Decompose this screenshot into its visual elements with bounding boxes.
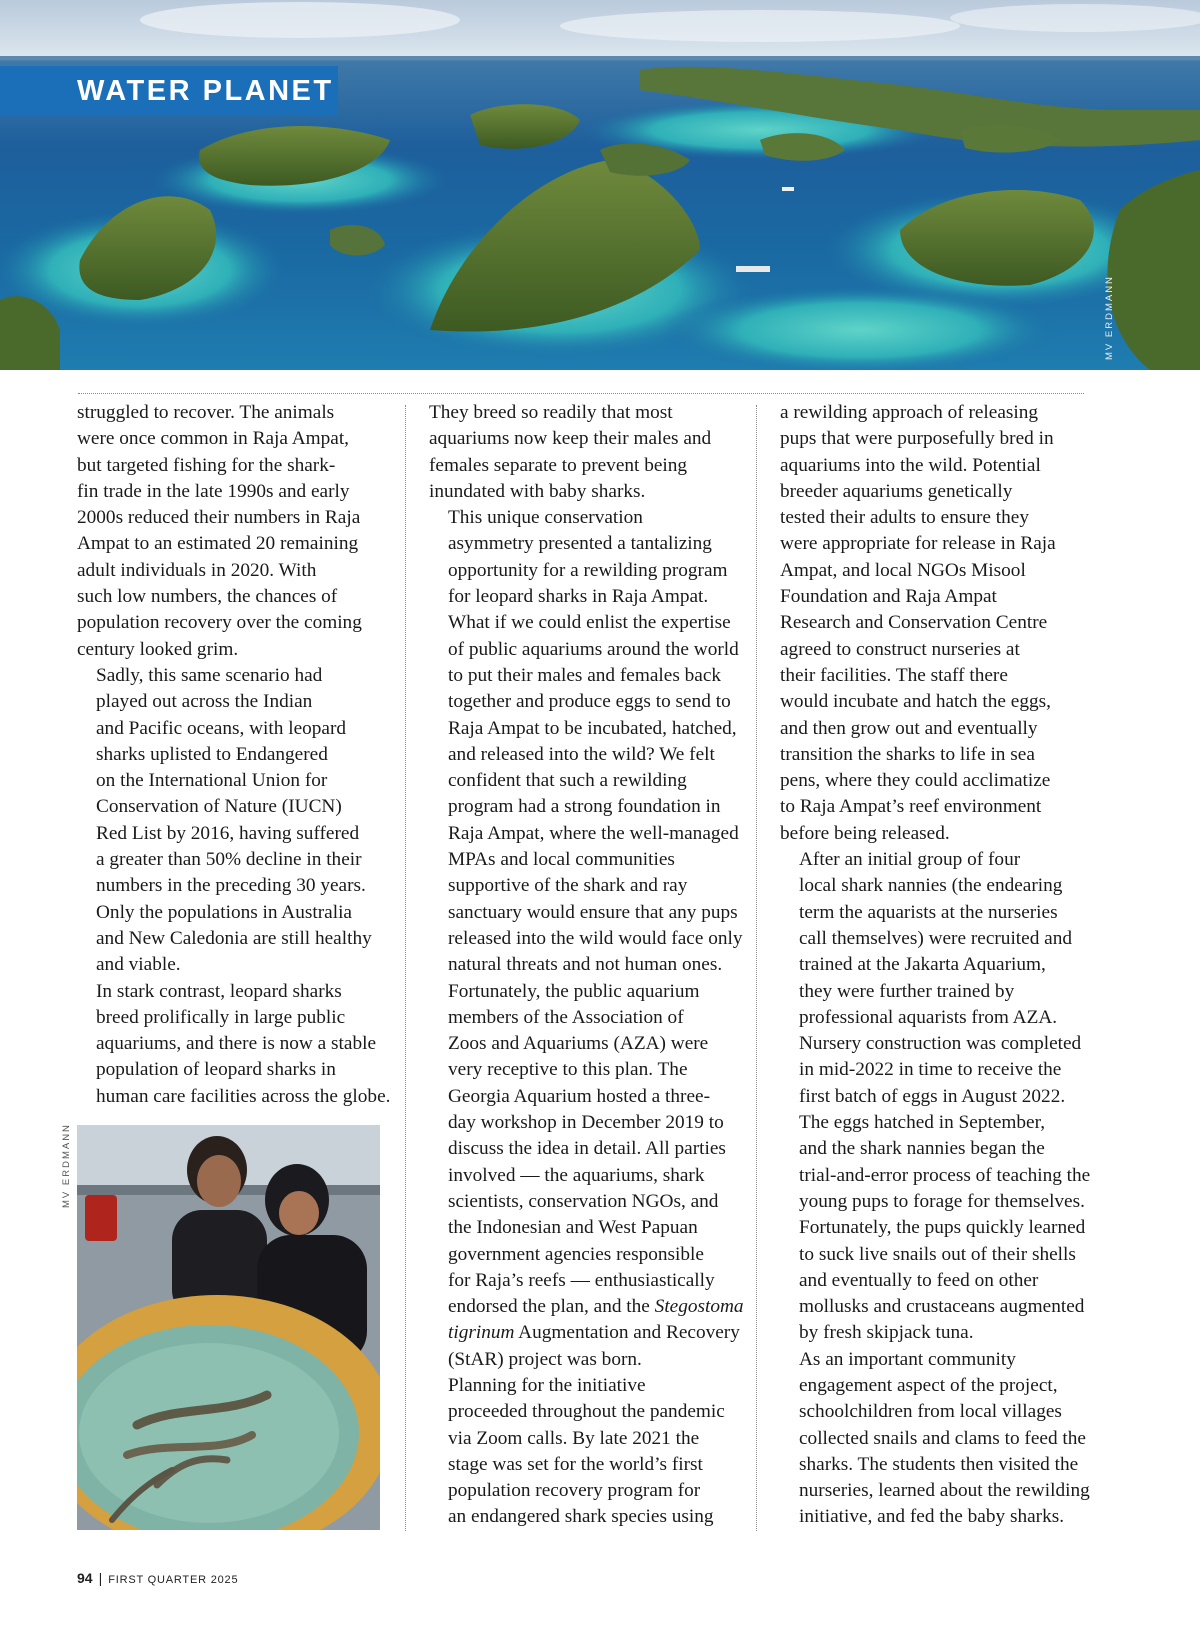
text-line: MPAs and local communities	[448, 849, 675, 871]
text-line: breed prolifically in large public	[96, 1006, 346, 1028]
paragraph	[429, 1373, 734, 1531]
text-line: stage was set for the world’s first	[448, 1453, 703, 1475]
top-divider	[78, 393, 1084, 394]
text-line: females separate to prevent being	[429, 454, 688, 476]
text-line: were once common in Raja Ampat,	[77, 428, 349, 450]
text-line: human care facilities across the globe.	[96, 1085, 391, 1107]
text-line: of public aquariums around the world	[448, 638, 739, 660]
text-line: collected snails and clams to feed the	[799, 1427, 1086, 1449]
text-line: natural threats and not human ones.	[448, 954, 723, 976]
text-line: proceeded throughout the pandemic	[448, 1401, 725, 1423]
text-line: they were further trained by	[799, 980, 1015, 1002]
inset-photo-credit: MV ERDMANN	[61, 1123, 72, 1208]
text-line: very receptive to this plan. The	[448, 1059, 688, 1081]
text-line: for Raja’s reefs — enthusiastically	[448, 1269, 715, 1291]
text-line: the Indonesian and West Papuan	[448, 1217, 698, 1239]
text-line: tested their adults to ensure they	[780, 507, 1029, 529]
text-line: Ampat, and local NGOs Misool	[780, 559, 1026, 581]
text-line: Raja Ampat to be incubated, hatched,	[448, 717, 737, 739]
text-line: trial-and-error process of teaching the	[799, 1164, 1091, 1186]
text-line: government agencies responsible	[448, 1243, 704, 1265]
text-line: supportive of the shark and ray	[448, 875, 688, 897]
text-line: fin trade in the late 1990s and early	[77, 480, 350, 502]
text-line: aquariums into the wild. Potential	[780, 454, 1041, 476]
text-line: agreed to construct nurseries at	[780, 638, 1020, 660]
text-line: for leopard sharks in Raja Ampat.	[448, 586, 709, 608]
text-line: term the aquarists at the nurseries	[799, 901, 1058, 923]
paragraph	[77, 979, 391, 1110]
text-line: involved — the aquariums, shark	[448, 1164, 705, 1186]
text-line: call themselves) were recruited and	[799, 927, 1073, 949]
text-line: population of leopard sharks in	[96, 1059, 336, 1081]
paragraph	[77, 663, 382, 979]
paragraph	[429, 979, 744, 1373]
text-line: population recovery program for	[448, 1480, 701, 1502]
text-line: local shark nannies (the endearing	[799, 875, 1063, 897]
text-line: sharks uplisted to Endangered	[96, 743, 328, 765]
text-line: adult individuals in 2020. With	[77, 559, 317, 581]
hero-photo-raja-ampat-islands	[0, 0, 1200, 370]
text-line: opportunity for a rewilding program	[448, 559, 728, 581]
text-line: They breed so readily that most	[429, 402, 673, 423]
folio-separator: |	[98, 1570, 103, 1586]
text-line: This unique conservation	[448, 507, 643, 529]
text-line: The eggs hatched in September,	[799, 1112, 1046, 1134]
text-line: Foundation and Raja Ampat	[780, 586, 997, 608]
paragraph	[780, 847, 1085, 1110]
text-line: an endangered shark species using	[448, 1506, 714, 1528]
text-line: but targeted fishing for the shark-	[77, 454, 336, 476]
text-line: were appropriate for release in Raja	[780, 533, 1056, 555]
text-line: and released into the wild? We felt	[448, 743, 715, 765]
text-line: century looked grim.	[77, 638, 239, 660]
text-line: inundated with baby sharks.	[429, 480, 646, 502]
paragraph	[780, 1110, 1091, 1347]
text-line: a greater than 50% decline in their	[96, 849, 362, 871]
text-line: played out across the Indian	[96, 691, 313, 713]
text-line: discuss the idea in detail. All parties	[448, 1138, 726, 1160]
paragraph	[429, 400, 734, 505]
text-line: to suck live snails out of their shells	[799, 1243, 1076, 1265]
text-line: and eventually to feed on other	[799, 1269, 1039, 1291]
text-line: to Raja Ampat’s reef environment	[780, 796, 1042, 818]
text-line: a rewilding approach of releasing	[780, 402, 1039, 423]
text-line: After an initial group of four	[799, 849, 1021, 871]
text-line: and then grow out and eventually	[780, 717, 1038, 739]
text-line: Georgia Aquarium hosted a three-	[448, 1085, 711, 1107]
paragraph	[77, 400, 382, 663]
text-line: pens, where they could acclimatize	[780, 770, 1051, 792]
section-banner	[0, 66, 338, 116]
inset-photo-illustration	[77, 1125, 380, 1530]
text-line: schoolchildren from local villages	[799, 1401, 1062, 1423]
text-line: to put their males and females back	[448, 664, 722, 686]
text-line: pups that were purposefully bred in	[780, 428, 1054, 450]
article-column-2	[429, 400, 744, 1531]
text-line: Research and Conservation Centre	[780, 612, 1048, 634]
text-line: program had a strong foundation in	[448, 796, 721, 818]
text-line: endorsed the plan, and the Stegostoma	[448, 1296, 744, 1318]
article-column-1	[77, 400, 391, 1110]
paragraph	[780, 400, 1085, 847]
text-line: confident that such a rewilding	[448, 770, 687, 792]
text-line: mollusks and crustaceans augmented	[799, 1296, 1085, 1318]
text-line: asymmetry presented a tantalizing	[448, 533, 712, 555]
text-line: Fortunately, the pups quickly learned	[799, 1217, 1086, 1239]
text-line: in mid-2022 in time to receive the	[799, 1059, 1062, 1081]
text-line: Raja Ampat, where the well-managed	[448, 822, 739, 844]
text-line: As an important community	[799, 1348, 1016, 1370]
text-line: Zoos and Aquariums (AZA) were	[448, 1033, 709, 1055]
column-divider-2	[756, 405, 757, 1531]
text-line: (StAR) project was born.	[448, 1348, 642, 1370]
text-line: by fresh skipjack tuna.	[799, 1322, 974, 1344]
text-line: nurseries, learned about the rewilding	[799, 1480, 1090, 1502]
text-line: their facilities. The staff there	[780, 664, 1008, 686]
text-line: and viable.	[96, 954, 181, 976]
paragraph	[780, 1347, 1090, 1531]
text-line: Ampat to an estimated 20 remaining	[77, 533, 359, 555]
page-folio	[77, 1570, 238, 1588]
text-line: Conservation of Nature (IUCN)	[96, 796, 342, 818]
text-line: before being released.	[780, 822, 950, 844]
text-line: Only the populations in Australia	[96, 901, 352, 923]
text-line: and the shark nannies began the	[799, 1138, 1045, 1160]
text-line: Nursery construction was completed	[799, 1033, 1082, 1055]
publication-issue: FIRST QUARTER 2025	[108, 1574, 239, 1586]
text-line: and Pacific oceans, with leopard	[96, 717, 347, 739]
text-line: Sadly, this same scenario had	[96, 664, 323, 686]
text-line: on the International Union for	[96, 770, 328, 792]
text-line: professional aquarists from AZA.	[799, 1006, 1058, 1028]
text-line: In stark contrast, leopard sharks	[96, 980, 342, 1002]
text-line: scientists, conservation NGOs, and	[448, 1190, 719, 1212]
text-line: tigrinum Augmentation and Recovery	[448, 1322, 740, 1344]
text-line: trained at the Jakarta Aquarium,	[799, 954, 1046, 976]
text-line: transition the sharks to life in sea	[780, 743, 1035, 765]
text-line: aquariums now keep their males and	[429, 428, 712, 450]
text-line: 2000s reduced their numbers in Raja	[77, 507, 361, 529]
text-line: aquariums, and there is now a stable	[96, 1033, 377, 1055]
hero-photo-illustration	[0, 0, 1200, 370]
text-line: day workshop in December 2019 to	[448, 1112, 724, 1134]
text-line: engagement aspect of the project,	[799, 1374, 1058, 1396]
text-line: initiative, and fed the baby sharks.	[799, 1506, 1065, 1528]
text-line: Fortunately, the public aquarium	[448, 980, 700, 1002]
inset-photo-shark-nannies	[77, 1125, 380, 1530]
text-line: and New Caledonia are still healthy	[96, 927, 372, 949]
paragraph	[429, 505, 743, 978]
text-line: numbers in the preceding 30 years.	[96, 875, 366, 897]
text-line: sanctuary would ensure that any pups	[448, 901, 738, 923]
text-line: sharks. The students then visited the	[799, 1453, 1079, 1475]
text-line: Planning for the initiative	[448, 1374, 646, 1396]
text-line: Red List by 2016, having suffered	[96, 822, 360, 844]
text-line: breeder aquariums genetically	[780, 480, 1013, 502]
page-number: 94	[77, 1570, 93, 1586]
text-line: population recovery over the coming	[77, 612, 362, 634]
text-line: members of the Association of	[448, 1006, 684, 1028]
text-line: first batch of eggs in August 2022.	[799, 1085, 1066, 1107]
text-line: via Zoom calls. By late 2021 the	[448, 1427, 700, 1449]
text-line: such low numbers, the chances of	[77, 586, 338, 608]
text-line: struggled to recover. The animals	[77, 402, 335, 423]
text-line: together and produce eggs to send to	[448, 691, 731, 713]
text-line: would incubate and hatch the eggs,	[780, 691, 1051, 713]
article-column-3	[780, 400, 1091, 1531]
text-line: What if we could enlist the expertise	[448, 612, 731, 634]
text-line: young pups to forage for themselves.	[799, 1190, 1085, 1212]
section-title: WATER PLANET	[77, 75, 334, 107]
hero-photo-credit: MV ERDMANN	[1104, 275, 1115, 360]
text-line: released into the wild would face only	[448, 927, 743, 949]
column-divider-1	[405, 405, 406, 1531]
